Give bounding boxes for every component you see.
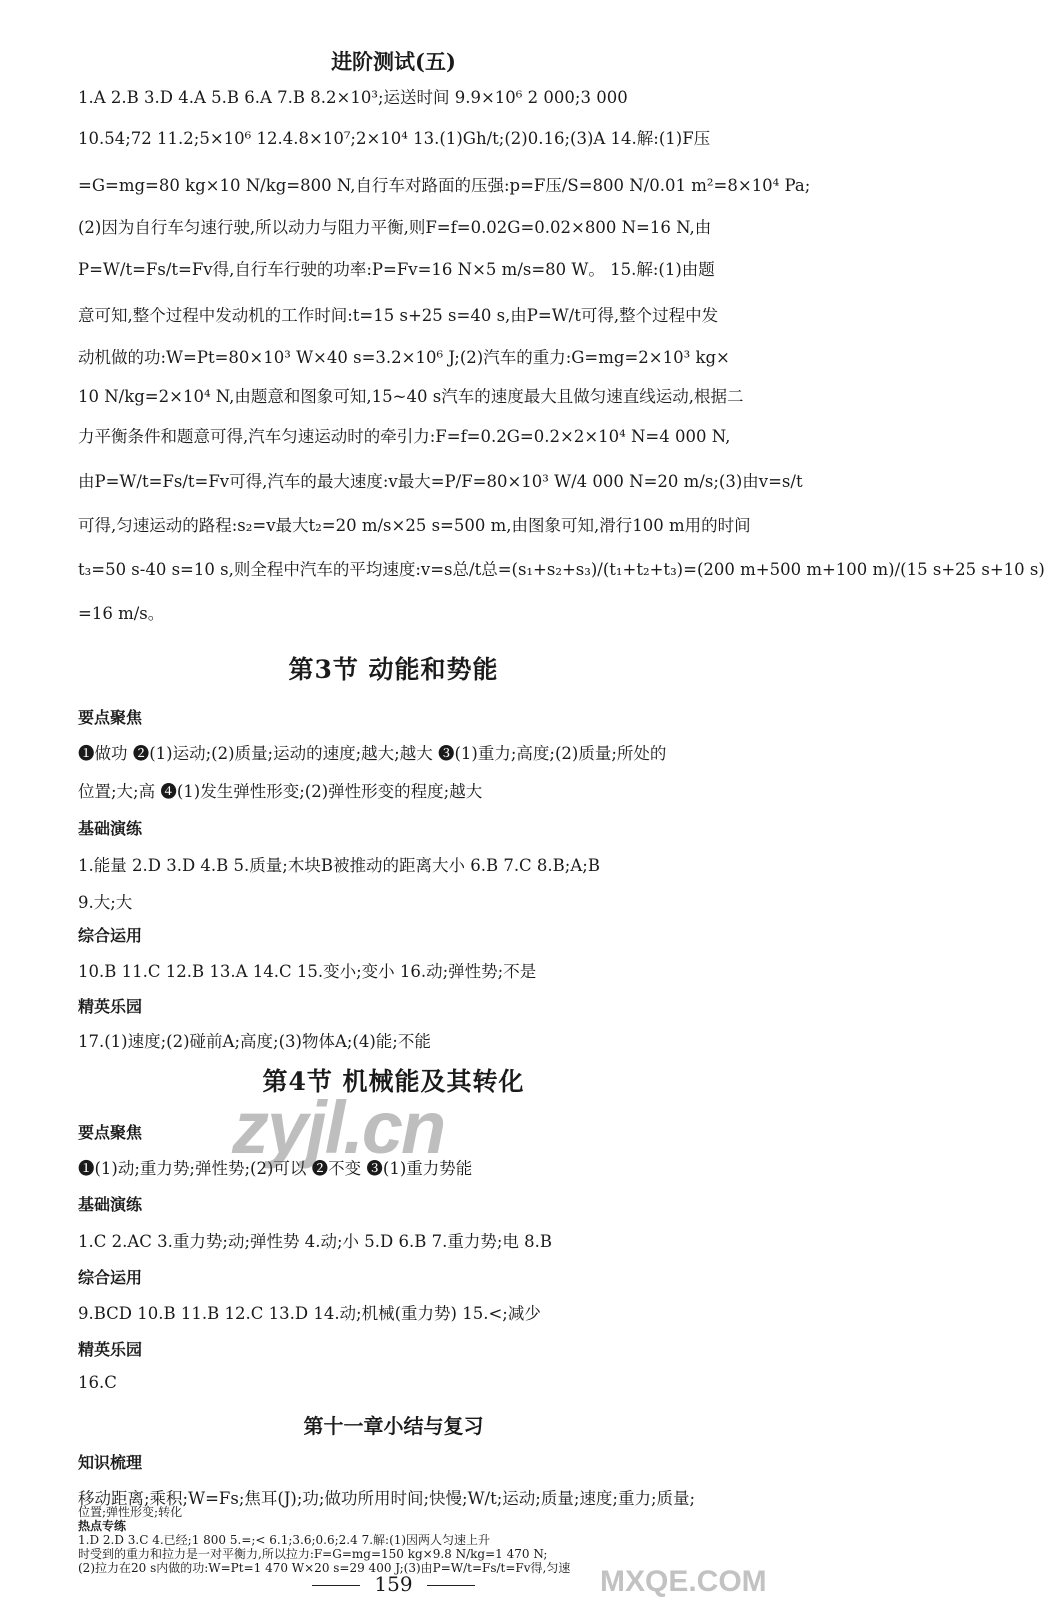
text-line: 移动距离;乘积;W=Fs;焦耳(J);功;做功所用时间;快慢;W/t;运动;质量;速度;重力;质量;: [78, 1489, 696, 1508]
text-line: 9.BCD 10.B 11.B 12.C 13.D 14.动;机械(重力势) 15.<;减少: [78, 1304, 541, 1323]
subheading: 精英乐园: [78, 997, 143, 1016]
page-number-rule-right: [427, 1585, 475, 1586]
text-line: 1.A 2.B 3.D 4.A 5.B 6.A 7.B 8.2×10³;运送时间 9.9×10⁶ 2 000;3 000: [78, 88, 628, 107]
corner-watermark: MXQE.COM: [600, 1565, 767, 1598]
subheading: 知识梳理: [78, 1453, 143, 1472]
text-line: 1.D 2.D 3.C 4.已经;1 800 5.=;< 6.1;3.6;0.6;2.4 7.解:(1)因两人匀速上升: [78, 1533, 491, 1547]
subheading: 综合运用: [78, 926, 143, 945]
text-line: 位置;大;高 ❹(1)发生弹性形变;(2)弹性形变的程度;越大: [78, 782, 483, 801]
text-line: 意可知,整个过程中发动机的工作时间:t=15 s+25 s=40 s,由P=W/t可得,整个过程中发: [78, 306, 719, 325]
text-line: P=W/t=Fs/t=Fv得,自行车行驶的功率:P=Fv=16 N×5 m/s=80 W。 15.解:(1)由题: [78, 260, 715, 279]
text-line: ❶(1)动;重力势;弹性势;(2)可以 ❷不变 ❸(1)重力势能: [78, 1159, 473, 1178]
text-line: (2)拉力在20 s内做的功:W=Pt=1 470 W×20 s=29 400 J;(3)由P=W/t=Fs/t=Fv得,匀速: [78, 1561, 571, 1575]
text-line: 10.B 11.C 12.B 13.A 14.C 15.变小;变小 16.动;弹性势;不是: [78, 962, 537, 981]
text-line: 10 N/kg=2×10⁴ N,由题意和图象可知,15~40 s汽车的速度最大且做匀速直线运动,根据二: [78, 387, 744, 406]
text-line: 10.54;72 11.2;5×10⁶ 12.4.8×10⁷;2×10⁴ 13.(1)Gh/t;(2)0.16;(3)A 14.解:(1)F压: [78, 129, 711, 148]
text-line: (2)因为自行车匀速行驶,所以动力与阻力平衡,则F=f=0.02G=0.02×800 N=16 N,由: [78, 218, 712, 237]
page-number-rule-left: [312, 1585, 360, 1586]
text-line: ❶做功 ❷(1)运动;(2)质量;运动的速度;越大;越大 ❸(1)重力;高度;(2)质量;所处的: [78, 744, 667, 763]
subheading: 综合运用: [78, 1268, 143, 1287]
subheading: 要点聚焦: [78, 1123, 143, 1142]
text-line: 1.C 2.AC 3.重力势;动;弹性势 4.动;小 5.D 6.B 7.重力势;电 8.B: [78, 1232, 553, 1251]
section-heading-3: 第3节 动能和势能: [288, 655, 499, 684]
chapter-summary-heading: 第十一章小结与复习: [303, 1414, 484, 1438]
text-line: 9.大;大: [78, 893, 133, 912]
page-title: 进阶测试(五): [331, 49, 456, 74]
text-line: =16 m/s。: [78, 604, 165, 623]
section-heading-4: 第4节 机械能及其转化: [262, 1067, 525, 1096]
subheading: 要点聚焦: [78, 708, 143, 727]
text-line: 时受到的重力和拉力是一对平衡力,所以拉力:F=G=mg=150 kg×9.8 N/kg=1 470 N;: [78, 1547, 548, 1561]
text-line: =G=mg=80 kg×10 N/kg=800 N,自行车对路面的压强:p=F压/S=800 N/0.01 m²=8×10⁴ Pa;: [78, 176, 811, 195]
watermark-upper: zyjl.cn: [232, 1086, 445, 1169]
text-line: 可得,匀速运动的路程:s₂=v最大t₂=20 m/s×25 s=500 m,由图象可知,滑行100 m用的时间: [78, 516, 751, 535]
text-line: 动机做的功:W=Pt=80×10³ W×40 s=3.2×10⁶ J;(2)汽车的重力:G=mg=2×10³ kg×: [78, 348, 730, 367]
text-line: 16.C: [78, 1373, 117, 1392]
text-line: t₃=50 s-40 s=10 s,则全程中汽车的平均速度:v=s总/t总=(s₁+s₂+s₃)/(t₁+t₂+t₃)=(200 m+500 m+100 m)/(15 s+25 s+10 s): [78, 560, 1045, 579]
text-line: 17.(1)速度;(2)碰前A;高度;(3)物体A;(4)能;不能: [78, 1032, 431, 1051]
text-line: 位置;弹性形变;转化: [78, 1505, 183, 1519]
subheading: 热点专练: [78, 1519, 127, 1533]
page-number: 159: [0, 1572, 787, 1596]
subheading: 基础演练: [78, 819, 143, 838]
text-line: 由P=W/t=Fs/t=Fv可得,汽车的最大速度:v最大=P/F=80×10³ W/4 000 N=20 m/s;(3)由v=s/t: [78, 472, 803, 491]
text-line: 1.能量 2.D 3.D 4.B 5.质量;木块B被推动的距离大小 6.B 7.C 8.B;A;B: [78, 856, 600, 875]
subheading: 基础演练: [78, 1195, 143, 1214]
subheading: 精英乐园: [78, 1340, 143, 1359]
text-line: 力平衡条件和题意可得,汽车匀速运动时的牵引力:F=f=0.2G=0.2×2×10⁴ N=4 000 N,: [78, 427, 731, 446]
